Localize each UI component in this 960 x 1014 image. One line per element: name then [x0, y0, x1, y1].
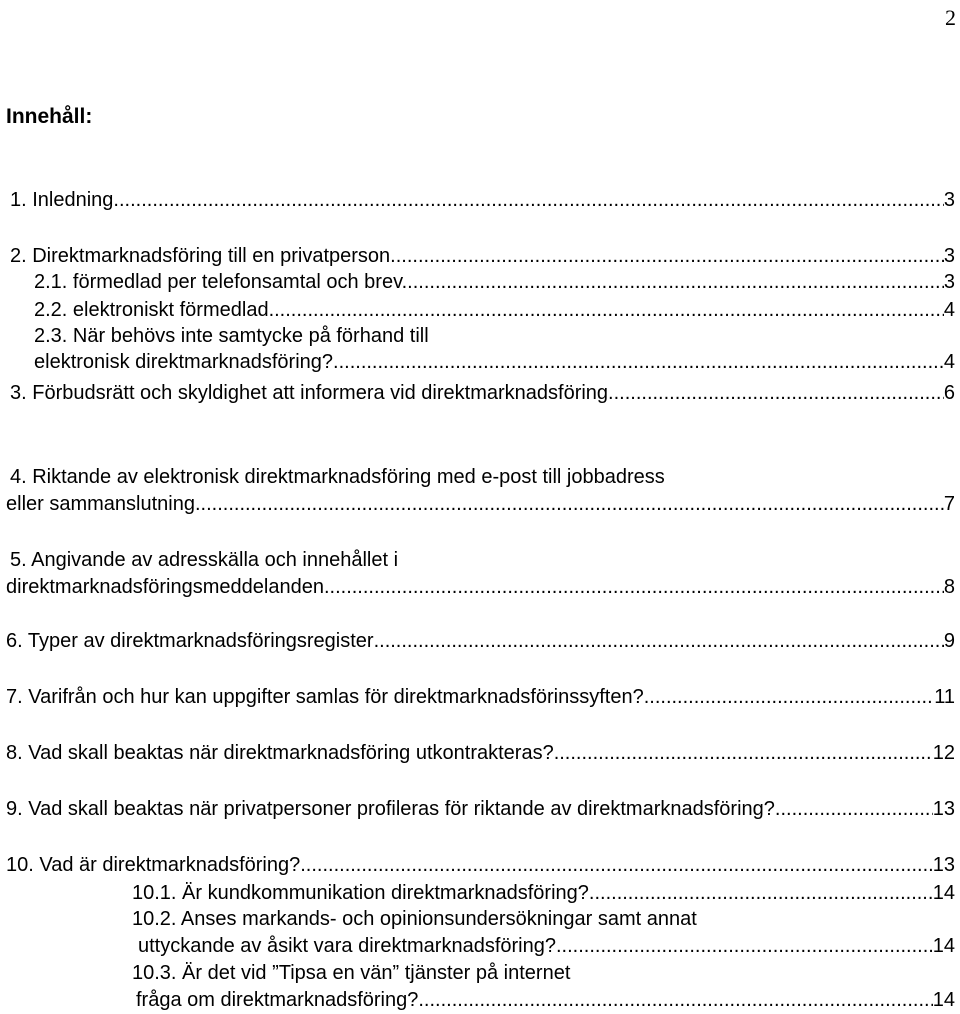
toc-entry-page: 6: [943, 382, 955, 404]
toc-entry-page: 3: [943, 271, 955, 293]
toc-entry-text: 3. Förbudsrätt och skyldighet att informera vid direktmarknadsföring: [10, 382, 609, 404]
toc-entry-page: 9: [943, 630, 955, 652]
toc-entry-page: 14: [932, 989, 955, 1011]
toc-entry: [10, 546, 955, 574]
toc-entry-text: 2.3. När behövs inte samtycke på förhand till: [34, 325, 429, 347]
toc-entry: [6, 739, 955, 767]
toc-entry-text: 8. Vad skall beaktas när direktmarknadsföring utkontrakteras?: [6, 742, 554, 764]
toc-entry: [34, 296, 955, 324]
toc-entry: [6, 627, 955, 655]
toc-entry-text: 6. Typer av direktmarknadsföringsregister: [6, 630, 374, 652]
toc-entry-text: 9. Vad skall beaktas när privatpersoner profileras för riktande av direktmarknadsföring?: [6, 798, 775, 820]
toc-entry-text: 2.2. elektroniskt förmedlad: [34, 299, 269, 321]
toc-entry-text: fråga om direktmarknadsföring?: [136, 989, 419, 1011]
toc-entry-text: 7. Varifrån och hur kan uppgifter samlas för direktmarknadsförinssyften?: [6, 686, 644, 708]
toc-entry: [10, 186, 955, 214]
toc-heading: Innehåll:: [6, 105, 93, 128]
dot-leader: [556, 932, 933, 960]
toc-entry-text: 10.2. Anses markands- och opinionsundersökningar samt annat: [132, 908, 697, 930]
toc-entry-text: 10.3. Är det vid ”Tipsa en vän” tjänster på internet: [132, 962, 571, 984]
dot-leader: [644, 683, 935, 711]
toc-entry: [6, 795, 955, 823]
toc-entry-text: direktmarknadsföringsmeddelanden: [6, 576, 324, 598]
toc-entry-page: 13: [932, 854, 955, 876]
toc-entry-text: elektronisk direktmarknadsföring?.: [34, 351, 339, 373]
toc-entry-page: 13: [932, 798, 955, 820]
toc-entry: [138, 932, 955, 960]
toc-entry-text: 10. Vad är direktmarknadsföring?: [6, 854, 301, 876]
toc-entry-page: 3: [943, 189, 955, 211]
dot-leader: [374, 627, 944, 655]
toc-entry: [132, 905, 955, 933]
toc-entry-page: 4: [943, 299, 955, 321]
dot-leader: [589, 879, 933, 907]
dot-leader: [339, 348, 944, 376]
toc-entry: [10, 379, 955, 407]
toc-entry: [132, 959, 955, 987]
toc-entry: [10, 242, 955, 270]
toc-entry: [34, 348, 955, 376]
toc-entry-text: 2. Direktmarknadsföring till en privatperson.: [10, 245, 396, 267]
dot-leader: [407, 268, 944, 296]
dot-leader: [324, 573, 944, 601]
toc-entry-text: 2.1. förmedlad per telefonsamtal och brev.: [34, 271, 408, 293]
toc-entry-text: eller sammanslutning: [6, 493, 195, 515]
toc-entry: [34, 322, 955, 350]
toc-entry-text: 5. Angivande av adresskälla och innehållet i: [10, 549, 399, 571]
toc-entry: [132, 879, 955, 907]
toc-entry-page: 3: [943, 245, 955, 267]
dot-leader: [608, 379, 944, 407]
toc-entry: [10, 463, 955, 491]
toc-entry-page: 14: [932, 935, 955, 957]
toc-entry-page: 8: [943, 576, 955, 598]
toc-entry-page: 4: [943, 351, 955, 373]
toc-entry-text: uttyckande av åsikt vara direktmarknadsföring?: [138, 935, 556, 957]
dot-leader: [396, 242, 944, 270]
toc-entry: [6, 683, 955, 711]
toc-entry-page: 12: [932, 742, 955, 764]
toc-entry-text: 1. Inledning: [10, 189, 114, 211]
toc-entry-text: 4. Riktande av elektronisk direktmarknadsföring med e-post till jobbadress: [10, 466, 665, 488]
dot-leader: [554, 739, 933, 767]
toc-entry: [6, 851, 955, 879]
toc-entry-page: 11: [934, 686, 955, 708]
toc-entry: [6, 490, 955, 518]
dot-leader: [300, 851, 933, 879]
dot-leader: [269, 296, 944, 324]
dot-leader: [195, 490, 944, 518]
dot-leader: [775, 795, 933, 823]
toc-entry: [34, 268, 955, 296]
toc-entry: [6, 573, 955, 601]
page-number: 2: [945, 5, 956, 30]
toc-entry-page: 14: [932, 882, 955, 904]
toc-entry-page: 7: [943, 493, 955, 515]
toc-entry-text: 10.1. Är kundkommunikation direktmarknadsföring?: [132, 882, 589, 904]
dot-leader: [113, 186, 943, 214]
